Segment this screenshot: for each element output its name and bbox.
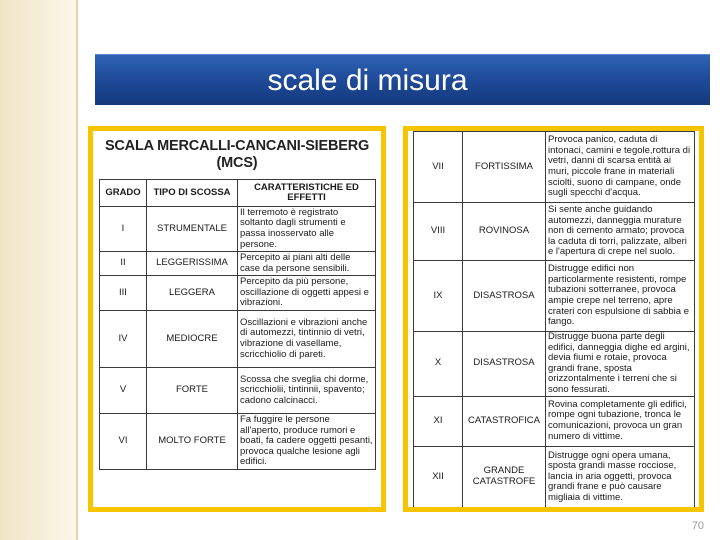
table-row xyxy=(414,446,695,508)
grade-cell: VI xyxy=(100,414,147,470)
table-row xyxy=(414,261,695,332)
type-cell: LEGGERISSIMA xyxy=(147,252,238,276)
grade-cell: II xyxy=(100,252,147,276)
grade-cell: IV xyxy=(100,311,147,368)
effects-cell: Distrugge edifici non particolarmente resistenti, rompe tubazioni sotterranee, provoca ampie crepe nel terreno, apre crateri con espulsione di sabbia e fango. xyxy=(546,261,695,332)
effects-cell: Si sente anche guidando automezzi, danneggia murature non di cemento armato; provoca la caduta di torri, palizzate, alberi e l'apertura di crepe nel suolo. xyxy=(546,203,695,261)
type-cell: ROVINOSA xyxy=(463,203,546,261)
table-row xyxy=(414,132,695,203)
table-row xyxy=(414,332,695,397)
grade-cell: I xyxy=(100,207,147,252)
type-cell: FORTE xyxy=(147,368,238,414)
type-cell: GRANDE CATASTROFE xyxy=(463,446,546,508)
mcs-table-image-part1 xyxy=(88,126,386,512)
effects-cell: Percepito ai piani alti delle case da persone sensibili. xyxy=(238,252,376,276)
type-cell: FORTISSIMA xyxy=(463,132,546,203)
col-header-effects: CARATTERISTICHE ED EFFETTI xyxy=(238,180,376,207)
type-cell: CATASTROFICA xyxy=(463,396,546,446)
effects-cell: Rovina completamente gli edifici, rompe ogni tubazione, tronca le comunicazioni, provoca un gran numero di vittime. xyxy=(546,396,695,446)
mcs-heading-line1: SCALA MERCALLI-CANCANI-SIEBERG xyxy=(104,138,370,154)
effects-cell: Fa fuggire le persone all'aperto, produce rumori e boati, fa cadere oggetti pesanti, provoca qualche lesione agli edifici. xyxy=(238,414,376,470)
type-cell: STRUMENTALE xyxy=(147,207,238,252)
grade-cell: V xyxy=(100,368,147,414)
grade-cell: X xyxy=(414,332,463,397)
effects-cell: Oscillazioni e vibrazioni anche di automezzi, tintinnio di vetri, vibrazione di vasellame, scricchiolio di pareti. xyxy=(238,311,376,368)
effects-cell: Il terremoto è registrato soltanto dagli strumenti e passa inosservato alle persone. xyxy=(238,207,376,252)
table-row xyxy=(100,311,376,368)
effects-cell: Distrugge ogni opera umana, sposta grandi masse rocciose, lancia in aria oggetti, provoca grandi frane e può causare migliaia di vittime. xyxy=(546,446,695,508)
title-bar xyxy=(95,54,710,105)
table-row xyxy=(100,252,376,276)
mcs-scale-heading xyxy=(93,138,381,172)
grade-cell: IX xyxy=(414,261,463,332)
mcs-table-right xyxy=(413,131,695,509)
table-row xyxy=(100,276,376,311)
type-cell: MEDIOCRE xyxy=(147,311,238,368)
col-header-grade: GRADO xyxy=(100,180,147,207)
table-row xyxy=(414,396,695,446)
grade-cell: VII xyxy=(414,132,463,203)
effects-cell: Scossa che sveglia chi dorme, scricchiolii, tintinnii, spavento; cadono calcinacci. xyxy=(238,368,376,414)
effects-cell: Distrugge buona parte degli edifici, danneggia dighe ed argini, devia fiumi e rotaie, provoca grandi frane, sposta orizzontalmente i terreni che si sono fessurati. xyxy=(546,332,695,397)
grade-cell: XI xyxy=(414,396,463,446)
col-header-type: TIPO DI SCOSSA xyxy=(147,180,238,207)
grade-cell: XII xyxy=(414,446,463,508)
table-row xyxy=(100,207,376,252)
mcs-heading-line2: (MCS) xyxy=(216,155,258,171)
page-number: 70 xyxy=(691,520,704,532)
effects-cell: Provoca panico, caduta di intonaci, camini e tegole,rottura di vetri, danni di scarsa entità ai muri, piccole frane in materiali sciolti, suono di campane, onde sugli specchi d'acqua. xyxy=(546,132,695,203)
table-row xyxy=(100,414,376,470)
grade-cell: VIII xyxy=(414,203,463,261)
type-cell: LEGGERA xyxy=(147,276,238,311)
table-row xyxy=(100,368,376,414)
type-cell: DISASTROSA xyxy=(463,261,546,332)
slide-title: scale di misura xyxy=(267,64,468,97)
grade-cell: III xyxy=(100,276,147,311)
type-cell: DISASTROSA xyxy=(463,332,546,397)
type-cell: MOLTO FORTE xyxy=(147,414,238,470)
table-row xyxy=(414,203,695,261)
mcs-table-image-part2 xyxy=(403,126,704,512)
effects-cell: Percepito da più persone, oscillazione di oggetti appesi e vibrazioni. xyxy=(238,276,376,311)
mcs-table-left xyxy=(99,179,376,470)
table-header-row xyxy=(100,180,376,207)
